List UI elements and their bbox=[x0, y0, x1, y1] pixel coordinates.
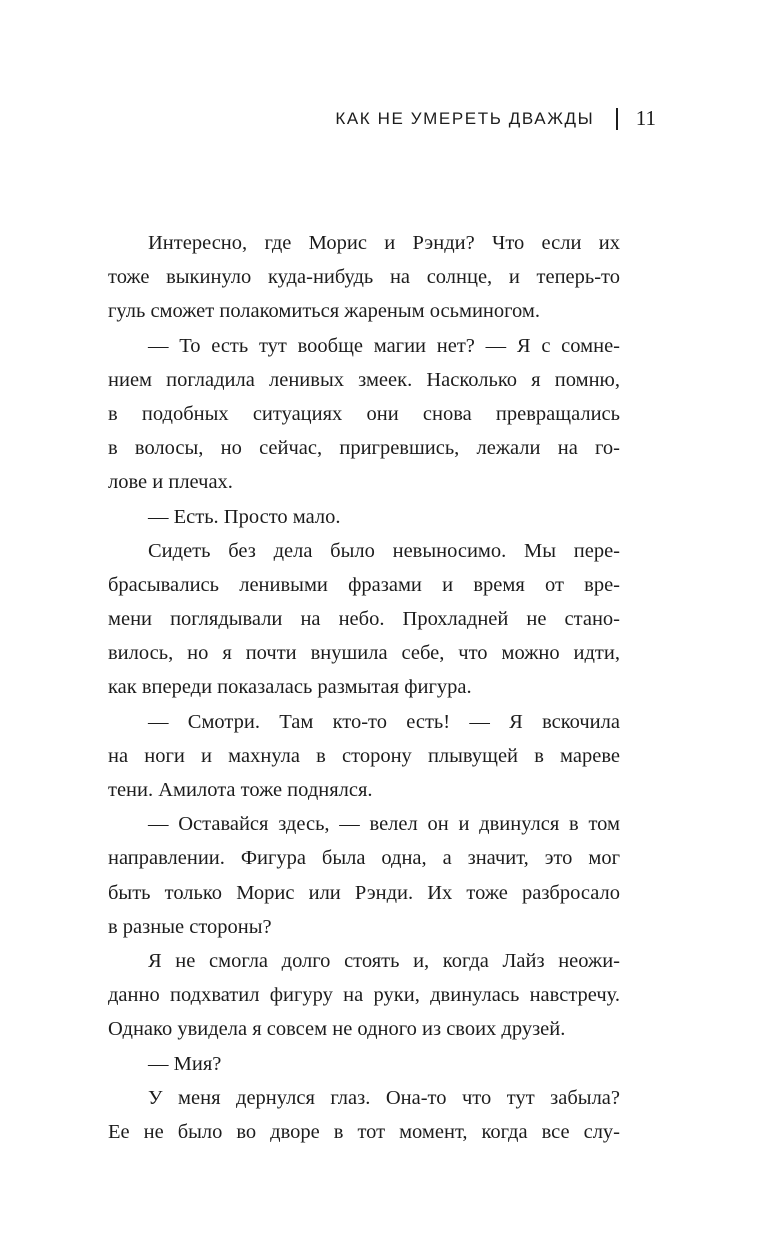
text-line: — То есть тут вообще магии нет? — Я с сомне- bbox=[148, 334, 620, 357]
text-line: на ноги и махнула в сторону плывущей в мареве bbox=[108, 744, 620, 767]
text-line: Интересно, где Морис и Рэнди? Что если их bbox=[148, 232, 620, 254]
text-line: направлении. Фигура была одна, а значит, это мог bbox=[108, 847, 620, 870]
text-line: данно подхватил фигуру на руки, двинулась навстречу. bbox=[108, 984, 620, 1007]
text-line: в подобных ситуациях они снова превращались bbox=[108, 402, 620, 425]
text-line: в волосы, но сейчас, пригревшись, лежали на го- bbox=[108, 437, 620, 460]
text-line: Сидеть без дела было невыносимо. Мы пере- bbox=[148, 539, 620, 562]
text-line: Я не смогла долго стоять и, когда Лайз неожи- bbox=[148, 949, 620, 972]
running-title: КАК НЕ УМЕРЕТЬ ДВАЖДЫ bbox=[335, 108, 595, 128]
text-line: У меня дернулся глаз. Она-то что тут забыла? bbox=[148, 1086, 620, 1109]
text-line: — Есть. Просто мало. bbox=[148, 505, 341, 528]
text-line: вилось, но я почти внушила себе, что можно идти, bbox=[108, 642, 620, 665]
page-number: 11 bbox=[635, 106, 656, 130]
header-separator bbox=[616, 108, 618, 130]
text-line: как впереди показалась размытая фигура. bbox=[108, 676, 472, 699]
text-line: — Смотри. Там кто-то есть! — Я вскочила bbox=[148, 710, 620, 733]
text-line: — Мия? bbox=[148, 1052, 222, 1075]
text-line: Однако увидела я совсем не одного из своих друзей. bbox=[108, 1018, 566, 1041]
text-line: мени поглядывали на небо. Прохладней не стано- bbox=[108, 608, 620, 631]
running-header bbox=[335, 106, 656, 131]
text-line: лове и плечах. bbox=[108, 471, 233, 494]
text-line: брасывались ленивыми фразами и время от вре- bbox=[108, 573, 620, 596]
text-line: быть только Морис или Рэнди. Их тоже разбросало bbox=[108, 881, 620, 904]
text-line: в разные стороны? bbox=[108, 915, 272, 938]
text-line: тоже выкинуло куда-нибудь на солнце, и теперь-то bbox=[108, 266, 620, 289]
text-line: тени. Амилота тоже поднялся. bbox=[108, 779, 373, 801]
text-line: Ее не было во дворе в тот момент, когда все слу- bbox=[108, 1120, 620, 1143]
text-line: нием погладила ленивых змеек. Насколько я помню, bbox=[108, 368, 620, 391]
body-text bbox=[108, 226, 620, 1149]
text-line: гуль сможет полакомиться жареным осьминогом. bbox=[108, 300, 540, 323]
text-line: — Оставайся здесь, — велел он и двинулся в том bbox=[148, 813, 620, 836]
